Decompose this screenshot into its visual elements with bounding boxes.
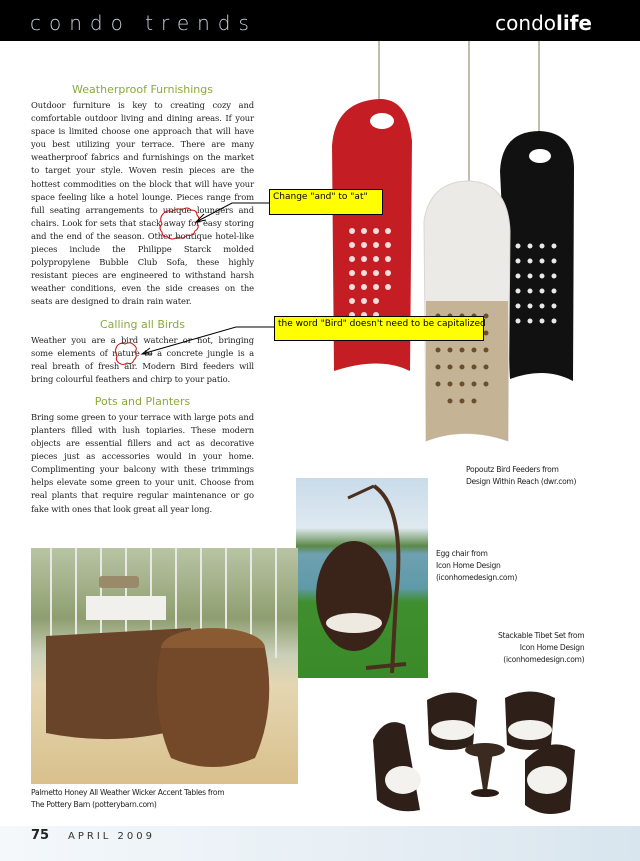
- section-title: condo trends: [30, 11, 257, 35]
- annotation-note[interactable]: Change "and" to "at": [269, 189, 383, 215]
- body-birds: Weather you are a bird watcher or not, bringing some elements of nature to a concrete jungle is a real breath of fresh air. Modern Bird feeders will bring colourful feathers and chirp to your patio.: [31, 334, 254, 384]
- heading-birds: Calling all Birds: [99, 317, 186, 331]
- caption-tibet-set: [498, 630, 584, 666]
- brand-bold: life: [556, 11, 592, 35]
- caption-line: (iconhomedesign.com): [503, 655, 585, 664]
- magazine-brand: [495, 11, 592, 35]
- tibet-set-photo: [365, 680, 600, 825]
- wicker-tables-photo: [31, 548, 298, 784]
- page-number: 75: [31, 828, 50, 843]
- caption-line: Palmetto Honey All Weather Wicker Accent Tables from: [31, 788, 225, 797]
- heading-planters: Pots and Planters: [94, 394, 191, 408]
- caption-line: The Pottery Barn (potterybarn.com): [31, 800, 157, 809]
- caption-line: Design Within Reach (dwr.com): [466, 477, 577, 486]
- heading-weatherproof: Weatherproof Furnishings: [72, 83, 213, 96]
- article-column: [31, 83, 254, 525]
- page-header: [0, 0, 640, 41]
- caption-line: Stackable Tibet Set from: [498, 631, 585, 640]
- caption-line: Icon Home Design: [519, 643, 585, 652]
- annotation-note[interactable]: the word "Bird" doesn't need to be capitalized: [274, 316, 484, 341]
- issue-date: APRIL 2009: [68, 831, 155, 842]
- caption-egg-chair: [436, 548, 517, 584]
- caption-line: Popoutz Bird Feeders from: [466, 465, 559, 474]
- caption-line: Egg chair from: [436, 549, 488, 558]
- body-planters: Bring some green to your terrace with large pots and planters filled with lush topiaries. These modern objects are essential fillers and act as decorative pieces just as accessories would in your home. Complimenting your balcony with these trimmings helps elevate some green to your unit. Choose from real plants that require regular maintenance or go fake with ones that look great all year long.: [31, 411, 254, 514]
- caption-line: (iconhomedesign.com): [436, 573, 518, 582]
- egg-chair-photo: [296, 478, 428, 678]
- caption-line: Icon Home Design: [436, 561, 501, 570]
- bird-feeders-photo: [290, 41, 610, 461]
- caption-bird-feeders: [466, 464, 576, 488]
- caption-wicker-tables: [31, 787, 224, 811]
- body-weatherproof: Outdoor furniture is key to creating cozy and comfortable outdoor living and dining areas. If your space is limited choose one approach that will have you best utilizing your terrace. There are many weatherproof fabrics and furnishings on the market to target your style. Woven resin pieces are the hottest commodities on the block that will have your space feeling like a hotel lounge. Pieces range from full seating arrangements to unique loungers and chairs. Look for sets that stack away for easy storing and the end of the season. Other boutique hotel-like pieces include the Philippe Starck molded polypropylene Bubble Club Sofa, these highly resistant pieces are engineered to withstand harsh weather conditions, even the side creases on the seats are designed to drain rain water.: [31, 100, 254, 307]
- brand-light: condo: [495, 11, 557, 35]
